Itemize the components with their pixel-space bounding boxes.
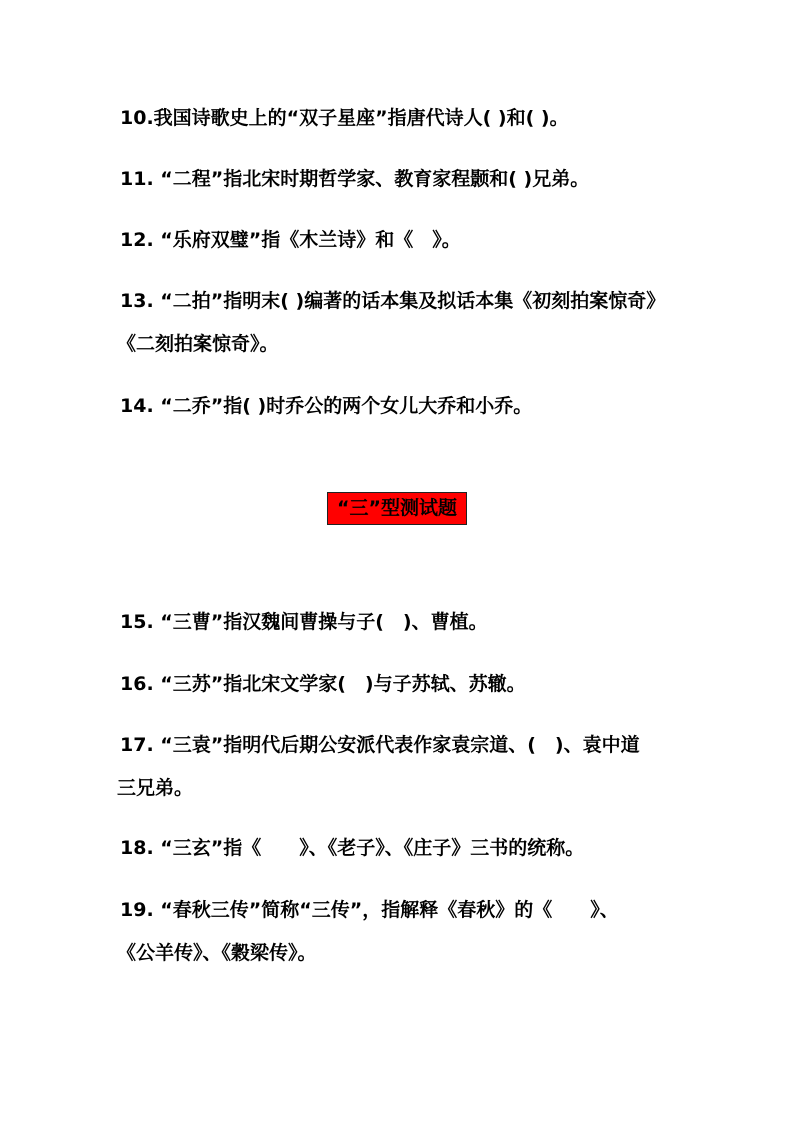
question-18 (120, 827, 680, 870)
question-11 (120, 158, 680, 201)
question-text: 12. “乐府双璧”指《木兰诗》和《 》。 (120, 229, 461, 251)
question-text-continuation: 三兄弟。 (117, 777, 194, 799)
question-text: 17. “三袁”指明代后期公安派代表作家袁宗道、( )、袁中道 (120, 734, 640, 756)
question-19 (117, 889, 680, 975)
question-17 (117, 724, 680, 810)
question-text: 10.我国诗歌史上的“双子星座”指唐代诗人( )和( )。 (120, 107, 569, 129)
question-text: 13. “二拍”指明末( )编著的话本集及拟话本集《初刻拍案惊奇》 (120, 290, 666, 312)
section-title: “三”型测试题 (327, 492, 467, 525)
question-text: 14. “二乔”指( )时乔公的两个女儿大乔和小乔。 (120, 395, 533, 417)
question-10 (120, 97, 680, 140)
question-12 (120, 219, 680, 262)
question-text-continuation: 《公羊传》、《穀梁传》。 (117, 942, 317, 964)
question-16 (120, 663, 680, 706)
question-15 (120, 601, 680, 644)
question-14 (120, 385, 680, 428)
question-13 (117, 280, 680, 366)
question-text: 18. “三玄”指《 》、《老子》、《庄子》三书的统称。 (120, 837, 585, 859)
question-text: 11. “二程”指北宋时期哲学家、教育家程颢和( )兄弟。 (120, 168, 590, 190)
question-text-continuation: 《二刻拍案惊奇》。 (117, 333, 279, 355)
question-text: 16. “三苏”指北宋文学家( )与子苏轼、苏辙。 (120, 673, 526, 695)
question-text: 15. “三曹”指汉魏间曹操与子( )、曹植。 (120, 611, 488, 633)
question-text: 19. “春秋三传”简称“三传”，指解释《春秋》的《 》、 (120, 899, 619, 921)
